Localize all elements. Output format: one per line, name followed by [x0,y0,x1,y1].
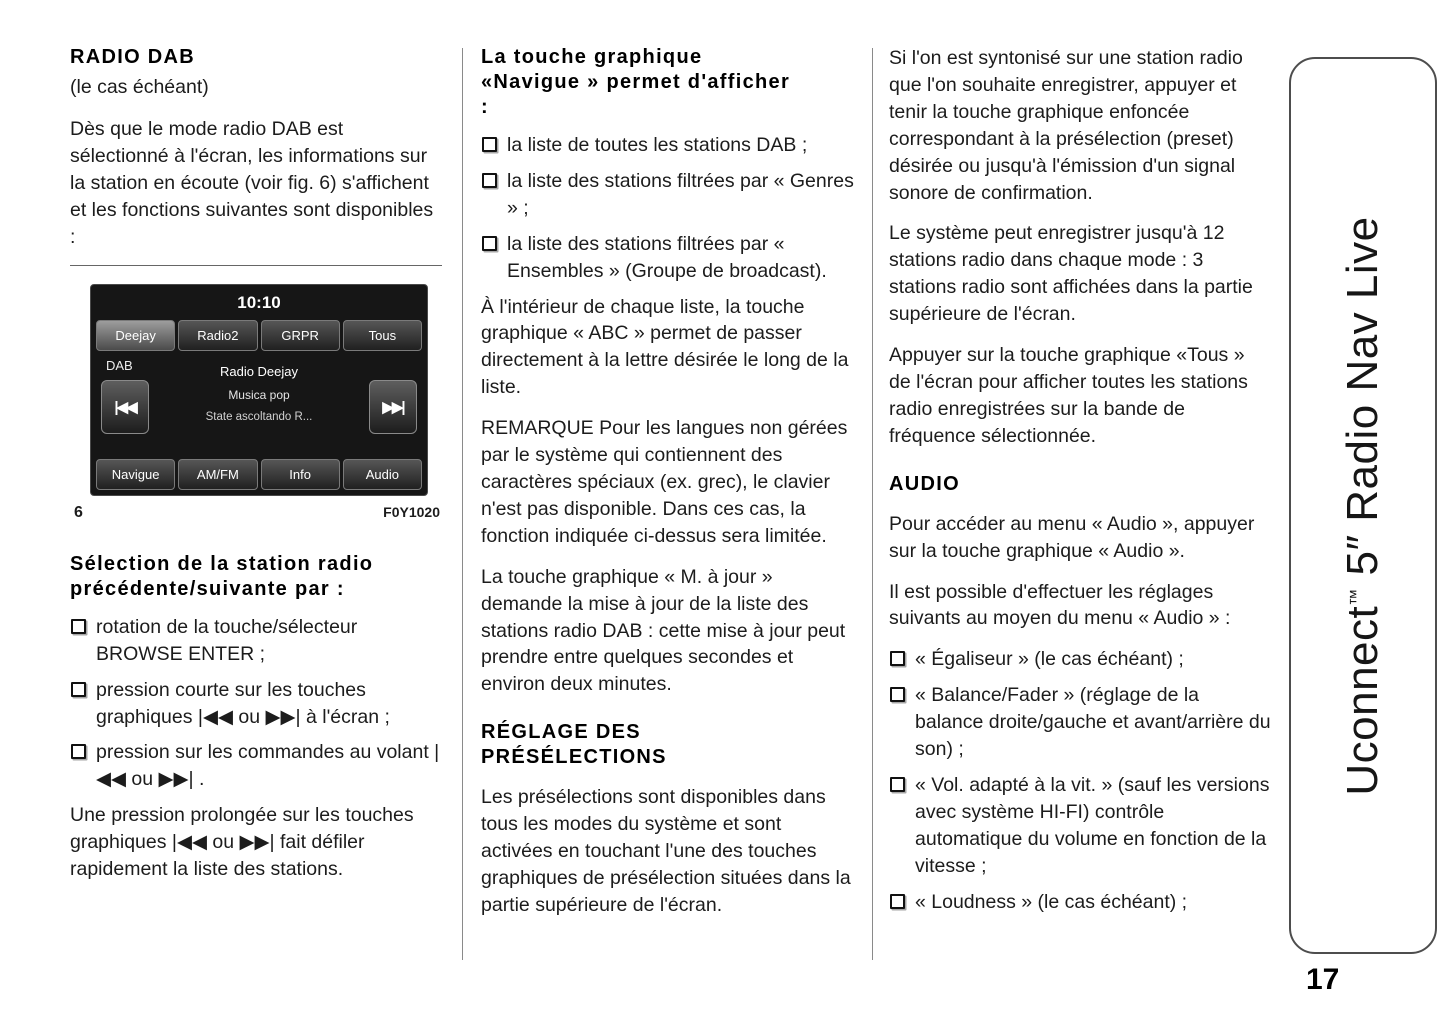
radio-station-name: Radio Deejay [219,363,299,379]
radio-band-label: DAB [106,357,133,373]
list-item: la liste des stations filtrées par « Ensembles » (Groupe de broadcast). [481,231,857,285]
list-item: la liste des stations filtrées par « Genres » ; [481,168,857,222]
figure-top-rule [70,265,442,266]
radio-display-figure [90,284,428,496]
list-item: « Vol. adapté à la vit. » (sauf les versions avec système HI-FI) contrôle automatique du volume en fonction de la vitesse ; [889,772,1271,880]
paragraph: Le système peut enregistrer jusqu'à 12 stations radio dans chaque mode : 3 stations radio sont affichées dans la partie supérieure de l'écran. [889,222,1253,326]
heading-radio-dab-note: (le cas échéant) [70,76,209,98]
radio-bottom-row [94,459,424,492]
radio-now-playing [158,364,360,423]
heading-reglage-preselections: RÉGLAGE DES PRÉSÉLECTIONS [481,721,667,769]
figure-code: F0Y1020 [383,503,440,520]
next-track-button [369,380,417,434]
next-track-icon: ▶▶| [382,398,404,416]
radio-button-info: Info [261,459,340,490]
paragraph: La touche graphique « M. à jour » demande la mise à jour de la liste des stations radio DAB : cette mise à jour peut prendre entre quelques secondes et environ deux minutes. [481,565,846,696]
column-right [889,45,1271,924]
radio-preset-button-grpr: GRPR [261,320,340,351]
heading-station-selection: Sélection de la station radio précédente/suivante par : [70,552,374,600]
radio-genre: Musica pop [228,387,290,402]
radio-preset-button-deejay: Deejay [96,320,175,351]
list-item: « Balance/Fader » (réglage de la balance droite/gauche et avant/arrière du son) ; [889,682,1271,763]
list-item: rotation de la touche/sélecteur BROWSE ENTER ; [70,614,442,668]
paragraph: Si l'on est syntonisé sur une station radio que l'on souhaite enregistrer, appuyer et tenir la touche graphique enfoncée correspondant à la présélection (preset) désirée ou jusqu'à l'émission d'un signal sonore de confirmation. [889,47,1243,204]
page-number: 17 [1306,963,1340,996]
paragraph: Dès que le mode radio DAB est sélectionné à l'écran, les informations sur la station en écoute (voir fig. 6) s'affichent et les fonctions suivantes sont disponibles : [70,118,434,248]
brand-name: Uconnect [1338,605,1387,796]
radio-preset-row [94,320,424,351]
chapter-tab [1289,57,1437,954]
column-divider [872,48,873,960]
list-item: « Loudness » (le cas échéant) ; [889,889,1271,916]
heading-audio: AUDIO [889,472,960,495]
paragraph: À l'intérieur de chaque liste, la touche graphique « ABC » permet de passer directement à la lettre désirée le long de la liste. [481,295,849,399]
column-divider [462,48,463,960]
figure-number: 6 [74,503,83,521]
bullet-list-audio [889,646,1271,915]
radio-track-info: State ascoltando R... [205,410,313,423]
radio-button-audio: Audio [343,459,422,490]
list-item: pression sur les commandes au volant |◀◀ ou ▶▶| . [70,739,442,793]
radio-clock: 10:10 [237,292,281,312]
radio-button-amfm: AM/FM [178,459,257,490]
chapter-tab-label [1338,216,1388,795]
paragraph-remarque: REMARQUE Pour les langues non gérées par le système qui contiennent des caractères spéciaux (ex. grec), le clavier n'est pas disponible. Dans ces cas, la fonction indiquée ci-dessus sera limitée. [481,417,848,547]
bullet-list-station-selection [70,614,442,793]
list-item: pression courte sur les touches graphiques |◀◀ ou ▶▶| à l'écran ; [70,677,442,731]
paragraph: Appuyer sur la touche graphique «Tous » de l'écran pour afficher toutes les stations radio enregistrées sur la bande de fréquence sélectionnée. [889,344,1248,447]
paragraph: Une pression prolongée sur les touches graphiques |◀◀ ou ▶▶| fait défiler rapidement la liste des stations. [70,804,414,881]
heading-navigue: La touche graphique «Navigue » permet d'afficher : [481,46,791,118]
paragraph: Il est possible d'effectuer les réglages suivants au moyen du menu « Audio » : [889,580,1231,630]
radio-button-navigue: Navigue [96,459,175,490]
previous-track-button [101,380,149,434]
previous-track-icon: |◀◀ [114,398,136,416]
list-item: la liste de toutes les stations DAB ; [481,132,857,159]
radio-preset-button-tous: Tous [343,320,422,351]
column-middle [481,45,857,933]
list-item: « Égaliseur » (le cas échéant) ; [889,646,1271,673]
heading-radio-dab: RADIO DAB [70,46,196,68]
chapter-title: 5″ Radio Nav Live [1338,215,1387,588]
trademark-symbol: ™ [1346,587,1366,606]
paragraph: Les présélections sont disponibles dans tous les modes du système et sont activées en touchant l'une des touches graphiques de présélection situées dans la partie supérieure de l'écran. [481,786,851,916]
bullet-list-navigue [481,132,857,285]
figure-caption [74,504,440,522]
radio-preset-button-radio2: Radio2 [178,320,257,351]
column-left [70,45,442,897]
paragraph: Pour accéder au menu « Audio », appuyer sur la touche graphique « Audio ». [889,512,1255,562]
radio-info-panel [96,356,422,454]
